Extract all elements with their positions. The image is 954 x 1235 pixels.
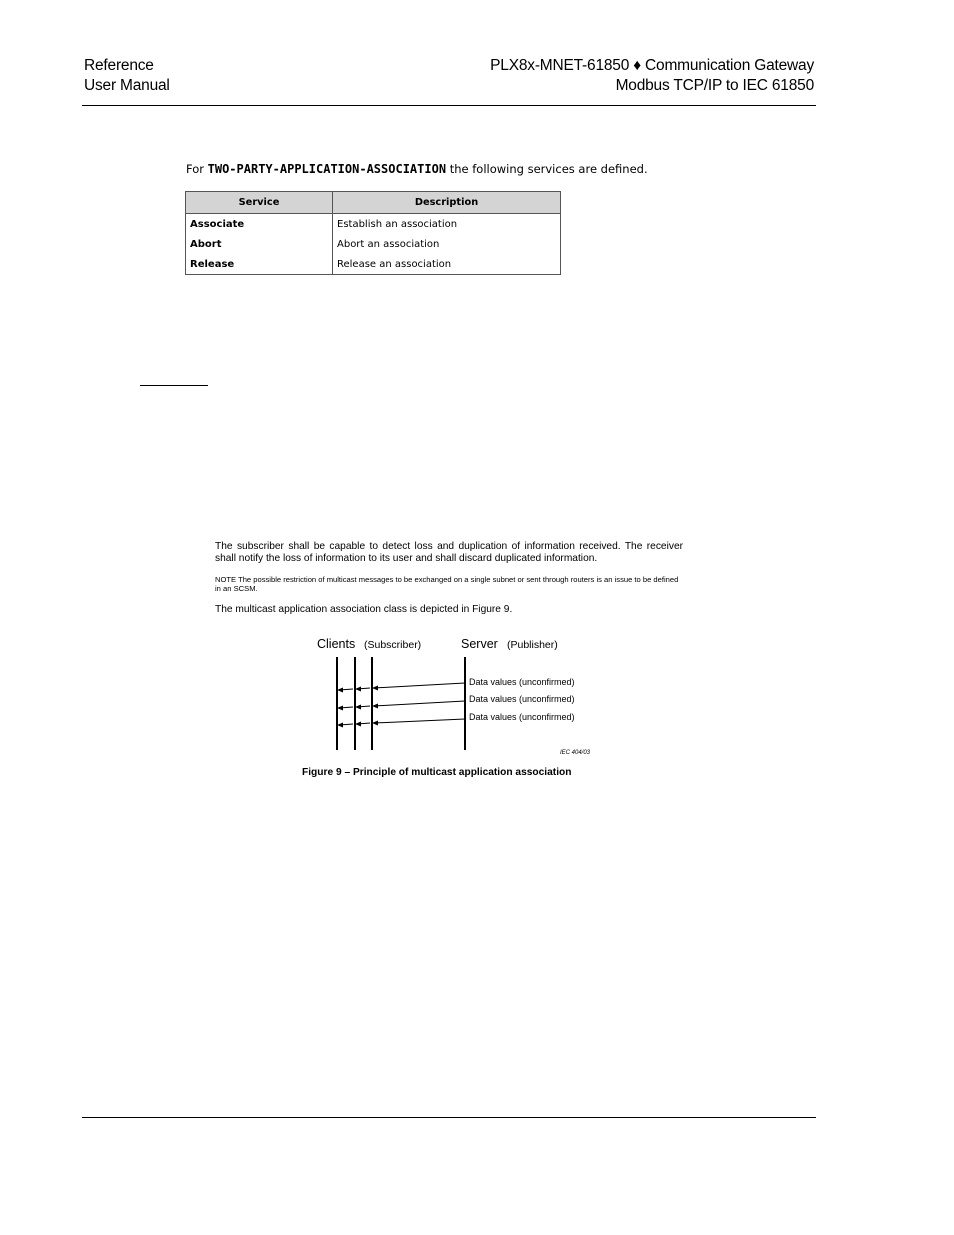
description-cell: Establish an association: [333, 214, 561, 235]
message-arrow-3: [337, 719, 465, 728]
table-row: [186, 214, 561, 235]
iec-reference: IEC 404/03: [560, 750, 591, 756]
message-arrow-2: [337, 701, 465, 711]
table-row: [186, 234, 561, 254]
section-underline: [140, 385, 208, 386]
server-label: Server: [461, 637, 498, 651]
column-header-description: Description: [333, 192, 561, 214]
figure-reference-paragraph: The multicast application association class is depicted in Figure 9.: [215, 604, 513, 615]
header-product: PLX8x-MNET-61850 ♦ Communication Gateway: [490, 57, 814, 74]
clients-label: Clients: [317, 637, 356, 651]
services-table: [185, 191, 561, 275]
footer-divider: [82, 1117, 816, 1118]
table-header-row: [186, 192, 561, 214]
service-cell: Release: [186, 254, 333, 275]
subscriber-paragraph: The subscriber shall be capable to detect loss and duplication of information received. The receiver shall notify the loss of information to its user and shall discard duplicated information.: [215, 541, 683, 564]
description-cell: Abort an association: [333, 234, 561, 254]
server-sublabel: (Publisher): [507, 639, 558, 651]
message-label-1: Data values (unconfirmed): [469, 677, 575, 687]
service-cell: Associate: [186, 214, 333, 235]
figure-caption: Figure 9 – Principle of multicast application association: [302, 767, 572, 778]
header-left: [84, 56, 170, 96]
column-header-service: Service: [186, 192, 333, 214]
multicast-diagram: [300, 630, 620, 760]
header-manual-type: User Manual: [84, 77, 170, 94]
header-section: Reference: [84, 57, 154, 74]
clients-sublabel: (Subscriber): [364, 639, 422, 651]
note-paragraph: NOTE The possible restriction of multicast messages to be exchanged on a single subnet or sent through routers is an issue to be defined in an SCSM.: [215, 575, 679, 593]
message-arrow-1: [337, 683, 465, 693]
intro-prefix: For: [186, 162, 208, 176]
service-cell: Abort: [186, 234, 333, 254]
intro-keyword: TWO-PARTY-APPLICATION-ASSOCIATION: [207, 162, 447, 176]
intro-suffix: the following services are defined.: [446, 162, 648, 176]
table-row: [186, 254, 561, 275]
header-divider: [82, 105, 816, 106]
header-right: [490, 56, 814, 96]
message-label-3: Data values (unconfirmed): [469, 712, 575, 722]
message-label-2: Data values (unconfirmed): [469, 694, 575, 704]
description-cell: Release an association: [333, 254, 561, 275]
header-protocol: Modbus TCP/IP to IEC 61850: [615, 77, 814, 94]
intro-sentence: [186, 162, 648, 176]
